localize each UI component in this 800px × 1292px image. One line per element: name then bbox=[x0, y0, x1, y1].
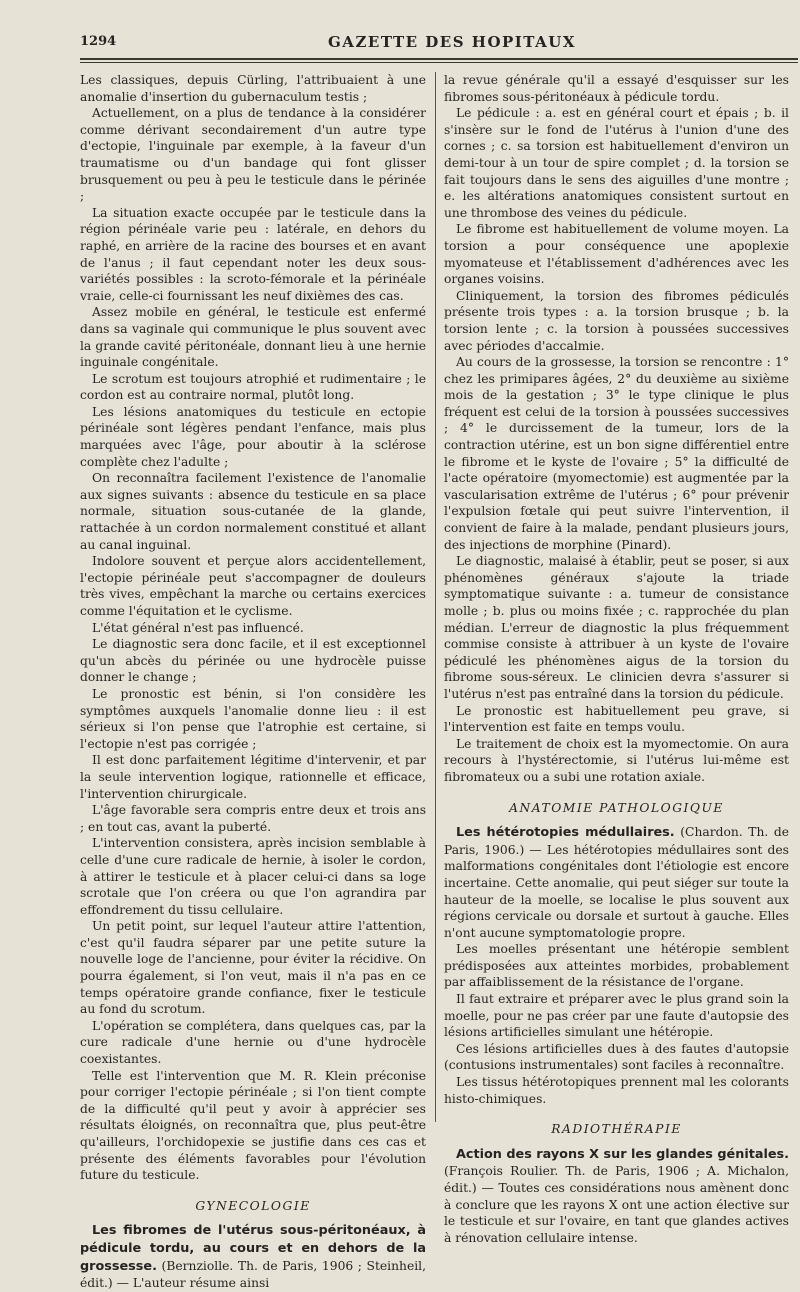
paragraph: Le diagnostic sera donc facile, et il est exceptionnel qu'un abcès du périnée ou une hydrocèle puisse donner le change ; bbox=[80, 637, 426, 685]
section-heading-gynecologie: GYNECOLOGIE bbox=[195, 1198, 311, 1213]
paragraph: Il faut extraire et préparer avec le plus grand soin la moelle, pour ne pas créer par une faute d'autopsie des lésions artificielles simulant une hétéropie. bbox=[444, 992, 789, 1040]
paragraph: Cliniquement, la torsion des fibromes pédiculés présente trois types : a. la torsion brusque ; b. la torsion lente ; c. la torsion à poussées successives avec périodes d'accalmie. bbox=[444, 288, 789, 353]
paragraph: Les lésions anatomiques du testicule en ectopie périnéale sont légères pendant l'enfance, mais plus marquées avec l'âge, pour aboutir à la sclérose complète chez l'adulte ; bbox=[80, 404, 426, 469]
paragraph: Il est donc parfaitement légitime d'intervenir, et par la seule intervention logique, rationnelle et efficace, l'intervention chirurgicale. bbox=[80, 753, 426, 801]
section-heading-radiotherapie: RADIOTHÉRAPIE bbox=[551, 1122, 682, 1137]
right-column bbox=[444, 72, 789, 1245]
left-column bbox=[80, 72, 426, 1291]
paragraph: Le fibrome est habituellement de volume moyen. La torsion a pour conséquence une apoplexie myomateuse et l'établissement d'adhérences avec les organes voisins. bbox=[444, 222, 789, 287]
article-entry bbox=[444, 1146, 789, 1247]
paragraph: Les classiques, depuis Cürling, l'attribuaient à une anomalie d'insertion du gubernaculum testis ; bbox=[80, 73, 426, 104]
paragraph: Telle est l'intervention que M. R. Klein préconise pour corriger l'ectopie périnéale ; si l'on tient compte de la difficulté qu'il peut y avoir à apprécier ses résultats éloignés, on reconnaîtra que, plus peut-être qu'ailleurs, l'orchidopexie se justifie dans ces cas et présente des éléments favorables pour l'évolution future du testicule. bbox=[80, 1068, 426, 1183]
running-title: GAZETTE DES HOPITAUX bbox=[328, 33, 577, 51]
paragraph: L'intervention consistera, après incision semblable à celle d'une cure radicale de hernie, à isoler le cordon, à attirer le testicule et à placer celui-ci dans sa loge scrotale que l'on créera ou que l'on agrandira par effondrement du tissu cellulaire. bbox=[80, 836, 426, 917]
paragraph: Les moelles présentant une hétéropie semblent prédisposées aux atteintes morbides, probablement par affaiblissement de la résistance de l'organe. bbox=[444, 942, 789, 990]
paragraph: Assez mobile en général, le testicule est enfermé dans sa vaginale qui communique le plus souvent avec la grande cavité péritonéale, donnant lieu à une hernie inguinale congénitale. bbox=[80, 305, 426, 370]
paragraph: Actuellement, on a plus de tendance à la considérer comme dérivant secondairement d'un autre type d'ectopie, l'inguinale par exemple, à la faveur d'un traumatisme ou d'un bandage qui font glisser brusquement ou peu à peu le testicule dans le périnée ; bbox=[80, 106, 426, 204]
paragraph: Le pronostic est habituellement peu grave, si l'intervention est faite en temps voulu. bbox=[444, 703, 789, 735]
page-number: 1294 bbox=[80, 34, 117, 49]
header-rule bbox=[80, 58, 798, 60]
paragraph: Au cours de la grossesse, la torsion se rencontre : 1° chez les primipares âgées, 2° du deuxième au sixième mois de la gestation ; 3° le type clinique le plus fréquent est celui de la torsion à poussées successives ; 4° le durcissement de la tumeur, lors de la contraction utérine, est un bon signe différentiel entre le fibrome et le kyste de l'ovaire ; 5° la difficulté de l'acte opératoire (myomectomie) est augmentée par la vascularisation extrême de l'utérus ; 6° pour prévenir l'expulsion fœtale qui peut suivre l'intervention, il convient de faire à la malade, pendant plusieurs jours, des injections de morphine (Pinard). bbox=[444, 355, 789, 552]
paragraph: la revue générale qu'il a essayé d'esquisser sur les fibromes sous-péritonéaux à pédicule tordu. bbox=[444, 73, 789, 104]
header-rule-thin bbox=[80, 62, 798, 63]
article-reference: (Bernziolle. Th. de Paris, 1906 ; Steinheil, édit.) — L'auteur résume ainsi bbox=[80, 1258, 426, 1291]
paragraph: On reconnaîtra facilement l'existence de l'anomalie aux signes suivants : absence du testicule en sa place normale, situation sous-cutanée de la glande, rattachée à un cordon normalement constitué et allant au canal inguinal. bbox=[80, 471, 426, 552]
paragraph: Le diagnostic, malaisé à établir, peut se poser, si aux phénomènes généraux s'ajoute la triade symptomatique suivante : a. tumeur de consistance molle ; b. plus ou moins fixée ; c. rapprochée du plan médian. L'erreur de diagnostic la plus fréquemment commise consiste à attribuer à un kyste de l'ovaire pédiculé les phénomènes aigus de la torsion du fibrome sous-séreux. Le clinicien devra s'assurer si l'utérus n'est pas entraîné dans la torsion du pédicule. bbox=[444, 554, 789, 701]
paragraph: Les tissus hétérotopiques prennent mal les colorants histo-chimiques. bbox=[444, 1075, 789, 1106]
paragraph: Le traitement de choix est la myomectomie. On aura recours à l'hystérectomie, si l'utérus lui-même est fibromateux ou a subi une rotation axiale. bbox=[444, 736, 789, 784]
paragraph: Le scrotum est toujours atrophié et rudimentaire ; le cordon est au contraire normal, plutôt long. bbox=[80, 371, 426, 403]
article-reference: (Chardon. Th. de Paris, 1906.) — Les hétérotopies médullaires sont des malformations congénitales dont l'étiologie est encore incertaine. Cette anomalie, qui peut siéger sur toute la hauteur de la moelle, se localise le plus souvent aux régions cervicale ou dorsale et surtout à gauche. Elles n'ont aucune symptomatologie propre. bbox=[444, 825, 789, 940]
column-divider bbox=[435, 72, 436, 1122]
page-header bbox=[78, 30, 798, 54]
paragraph: L'état général n'est pas influencé. bbox=[92, 620, 304, 635]
paragraph: L'âge favorable sera compris entre deux et trois ans ; en tout cas, avant la puberté. bbox=[80, 803, 426, 834]
article-reference: (François Roulier. Th. de Paris, 1906 ; A. Michalon, édit.) — Toutes ces considérations nous amènent donc à conclure que les rayons X ont une action élective sur le testicule et sur l'ovaire, en tant que glandes actives à rénovation cellulaire intense. bbox=[444, 1164, 789, 1245]
article-entry bbox=[444, 824, 789, 941]
paragraph: Indolore souvent et perçue alors accidentellement, l'ectopie périnéale peut s'accompagner de douleurs très vives, empêchant la marche ou certains exercices comme l'équitation et le cyclisme. bbox=[80, 554, 426, 618]
paragraph: La situation exacte occupée par le testicule dans la région périnéale varie peu : latérale, en dehors du raphé, en arrière de la racine des bourses et en avant de l'anus ; il faut cependant noter les deux sous-variétés possibles : la scroto-fémorale et la périnéale vraie, celle-ci fournissant les neuf dixièmes des cas. bbox=[80, 205, 426, 303]
paragraph: Le pronostic est bénin, si l'on considère les symptômes auxquels l'anomalie donne lieu : il est sérieux si l'on pense que l'atrophie est certaine, si l'ectopie n'est pas corrigée ; bbox=[80, 686, 426, 751]
paragraph: Ces lésions artificielles dues à des fautes d'autopsie (contusions instrumentales) sont faciles à reconnaître. bbox=[444, 1041, 789, 1073]
section-heading-anatomie: ANATOMIE PATHOLOGIQUE bbox=[509, 800, 724, 815]
paragraph: L'opération se complétera, dans quelques cas, par la cure radicale d'une hernie ou d'une hydrocèle coexistantes. bbox=[80, 1018, 426, 1067]
article-title: Action des rayons X sur les glandes génitales. bbox=[456, 1146, 789, 1162]
article-title: Les fibromes de l'utérus sous-péritonéaux, à pédicule tordu, au cours et en dehors de la grossesse. bbox=[80, 1223, 426, 1274]
paragraph: Un petit point, sur lequel l'auteur attire l'attention, c'est qu'il faudra séparer par une petite suture la nouvelle loge de l'ancienne, pour éviter la récidive. On pourra également, si l'on veut, mais il n'a pas en ce temps opératoire grande confiance, fixer le testicule au fond du scrotum. bbox=[80, 919, 426, 1017]
article-entry bbox=[80, 1222, 426, 1291]
paragraph: Le pédicule : a. est en général court et épais ; b. il s'insère sur le fond de l'utérus à l'union d'une des cornes ; c. sa torsion est habituellement d'environ un demi-tour à un tour de spire complet ; d. la torsion se fait toujours dans le sens des aiguilles d'une montre ; e. les altérations anatomiques consistent surtout en une thrombose des veines du pédicule. bbox=[444, 106, 789, 220]
article-title: Les hétérotopies médullaires. bbox=[456, 825, 675, 841]
